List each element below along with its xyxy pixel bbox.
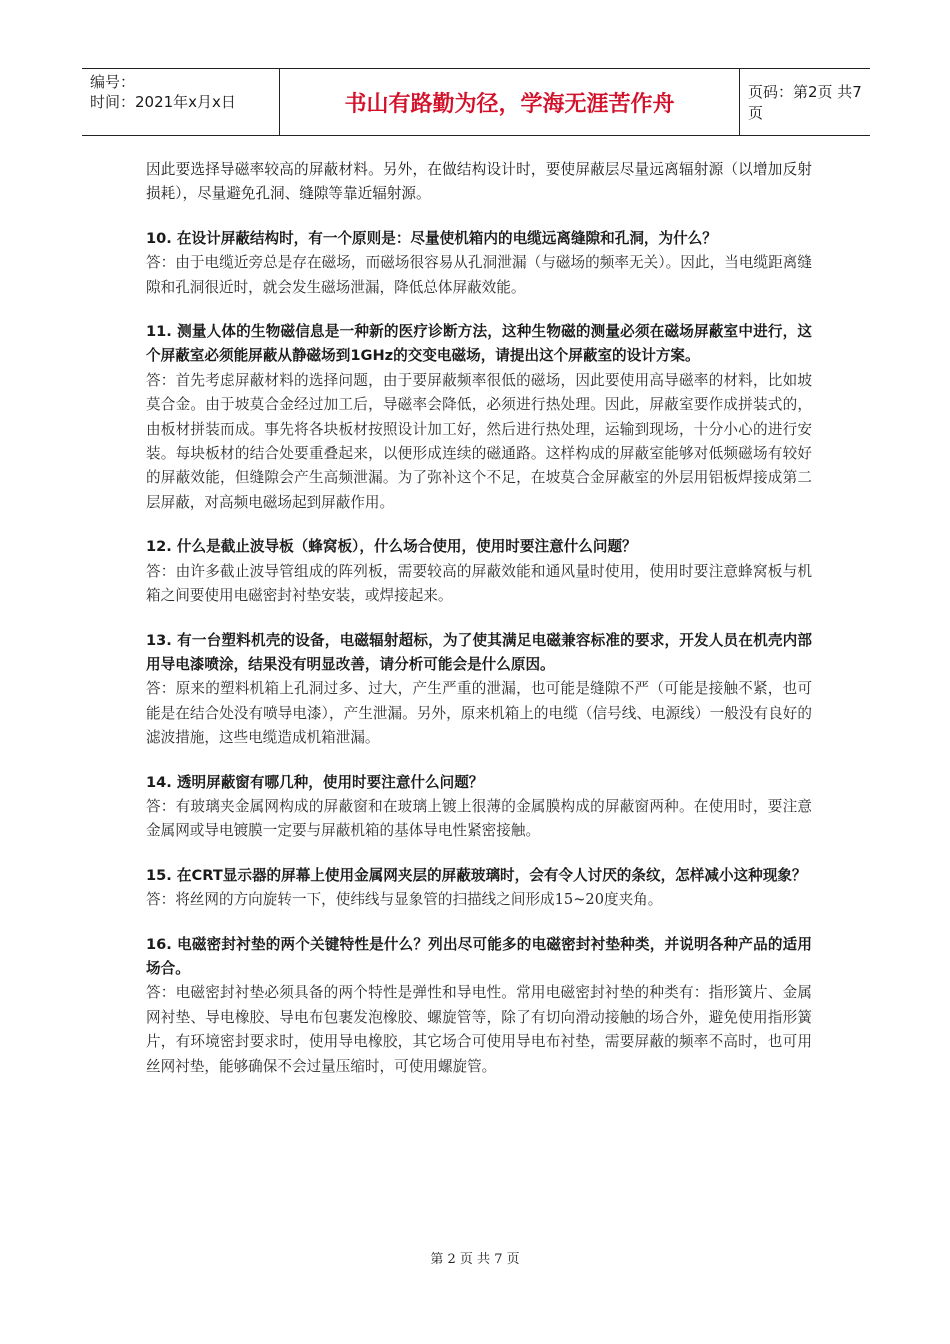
answer-12: 答：由许多截止波导管组成的阵列板，需要较高的屏蔽效能和通风量时使用，使用时要注意蜂窝板与机箱之间要使用电磁密封衬垫安装，或焊接起来。 <box>146 562 812 605</box>
document-body <box>146 158 812 1079</box>
page-header <box>82 68 870 136</box>
answer-16: 答：电磁密封衬垫必须具备的两个特性是弹性和导电性。常用电磁密封衬垫的种类有：指形簧片、金属网衬垫、导电橡胶、导电布包裹发泡橡胶、螺旋管等，除了有切向滑动接触的场合外，避免使用指形簧片，有环境密封要求时，使用导电橡胶，其它场合可使用导电布衬垫，需要屏蔽的频率不高时，也可用丝网衬垫，能够确保不会过量压缩时，可使用螺旋管。 <box>146 984 812 1075</box>
question-14: 14. 透明屏蔽窗有哪几种，使用时要注意什么问题？ <box>146 773 484 791</box>
header-meta <box>82 69 280 135</box>
document-number-label: 编号： <box>90 73 136 91</box>
qa-item-12 <box>146 535 812 608</box>
answer-10: 答：由于电缆近旁总是存在磁场，而磁场很容易从孔洞泄漏（与磁场的频率无关）。因此，当电缆距离缝隙和孔洞很近时，就会发生磁场泄漏，降低总体屏蔽效能。 <box>146 254 812 296</box>
header-motto: 书山有路勤为径，学海无涯苦作舟 <box>280 69 740 135</box>
header-page-info: 页码：第2页 共7页 <box>748 83 862 122</box>
intro-paragraph: 因此要选择导磁率较高的屏蔽材料。另外，在做结构设计时，要使屏蔽层尽量远离辐射源（以增加反射损耗），尽量避免孔洞、缝隙等靠近辐射源。 <box>146 161 812 203</box>
page-footer: 第 2 页 共 7 页 <box>430 1252 520 1267</box>
question-12: 12. 什么是截止波导板（蜂窝板），什么场合使用，使用时要注意什么问题？ <box>146 538 637 556</box>
question-13: 13. 有一台塑料机壳的设备，电磁辐射超标，为了使其满足电磁兼容标准的要求，开发人员在机壳内部用导电漆喷涂，结果没有明显改善，请分析可能会是什么原因。 <box>146 631 812 673</box>
qa-item-10 <box>146 227 812 300</box>
qa-item-13 <box>146 629 812 751</box>
question-11: 11. 测量人体的生物磁信息是一种新的医疗诊断方法，这种生物磁的测量必须在磁场屏蔽室中进行，这个屏蔽室必须能屏蔽从静磁场到1GHz的交变电磁场，请提出这个屏蔽室的设计方案。 <box>146 323 812 365</box>
qa-item-11 <box>146 320 812 515</box>
question-10: 10. 在设计屏蔽结构时，有一个原则是：尽量使机箱内的电缆远离缝隙和孔洞，为什么？ <box>146 229 717 247</box>
document-date: 时间：2021年x月x日 <box>90 93 236 111</box>
qa-item-14 <box>146 771 812 844</box>
answer-14: 答：有玻璃夹金属网构成的屏蔽窗和在玻璃上镀上很薄的金属膜构成的屏蔽窗两种。在使用时，要注意金属网或导电镀膜一定要与屏蔽机箱的基体导电性紧密接触。 <box>146 797 812 840</box>
answer-13: 答：原来的塑料机箱上孔洞过多、过大，产生严重的泄漏，也可能是缝隙不严（可能是接触不紧，也可能是在结合处没有喷导电漆），产生泄漏。另外，原来机箱上的电缆（信号线、电源线）一般没有良好的滤波措施，这些电缆造成机箱泄漏。 <box>146 680 812 747</box>
qa-item-15 <box>146 864 812 913</box>
answer-11: 答：首先考虑屏蔽材料的选择问题，由于要屏蔽频率很低的磁场，因此要使用高导磁率的材料，比如坡莫合金。由于坡莫合金经过加工后，导磁率会降低，必须进行热处理。因此，屏蔽室要作成拼装式的，由板材拼装而成。事先将各块板材按照设计加工好，然后进行热处理，运输到现场，十分小心的进行安装。每块板材的结合处要重叠起来，以便形成连续的磁通路。这样构成的屏蔽室能够对低频磁场有较好的屏蔽效能，但缝隙会产生高频泄漏。为了弥补这个不足，在坡莫合金屏蔽室的外层用铝板焊接成第二层屏蔽，对高频电磁场起到屏蔽作用。 <box>146 371 812 511</box>
answer-15: 答：将丝网的方向旋转一下，使纬线与显象管的扫描线之间形成15~20度夹角。 <box>146 891 663 909</box>
question-16: 16. 电磁密封衬垫的两个关键特性是什么？列出尽可能多的电磁密封衬垫种类，并说明各种产品的适用场合。 <box>146 935 812 977</box>
qa-item-16 <box>146 933 812 1079</box>
question-15: 15. 在CRT显示器的屏幕上使用金属网夹层的屏蔽玻璃时，会有令人讨厌的条纹，怎样减小这种现象？ <box>146 866 807 884</box>
